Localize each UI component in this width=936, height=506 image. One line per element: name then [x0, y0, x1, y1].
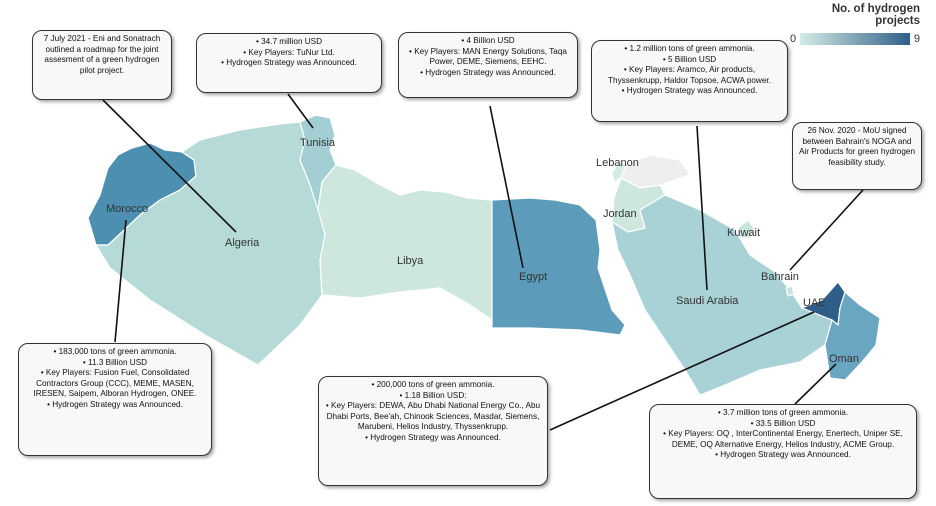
callout-saudi-line: • Hydrogen Strategy was Announced.: [621, 86, 758, 96]
callout-saudi-line: • Key Players: Aramco, Air products, Thyssenkrupp, Haldor Topsoe, ACWA power.: [608, 65, 771, 85]
label-kuwait: Kuwait: [727, 227, 761, 239]
callout-algeria: [32, 30, 172, 100]
legend-max: 9: [913, 33, 920, 45]
country-libya[interactable]: [318, 165, 492, 320]
label-saudi: Saudi Arabia: [676, 295, 739, 307]
callout-uae-line: • Key Players: DEWA, Abu Dhabi National Energy Co., Abu Dhabi Ports, Bee'ah, Chinook Sciences, Masdar, Siemens, Marubeni, Helios Industry, Thyssenkrupp.: [325, 401, 541, 432]
callout-egypt-line: • Hydrogen Strategy was Announced.: [420, 67, 556, 77]
label-jordan: Jordan: [603, 208, 637, 220]
label-egypt: Egypt: [519, 271, 548, 283]
callout-tunisia-line: • Hydrogen Strategy was Announced.: [221, 58, 357, 68]
label-bahrain: Bahrain: [761, 271, 799, 283]
callout-morocco: [18, 343, 212, 456]
callout-uae-line: • 200,000 tons of green ammonia.: [371, 380, 495, 389]
callout-tunisia-line: • 34.7 million USD: [255, 37, 323, 46]
callout-saudi-line: • 5 Billion USD: [662, 54, 717, 64]
callout-morocco-line: • 183,000 tons of green ammonia.: [53, 347, 177, 356]
leader-bahrain: [790, 190, 863, 270]
legend-color-ramp: [800, 33, 910, 45]
callout-uae-line: • Hydrogen Strategy was Announced.: [365, 432, 501, 442]
callout-oman-line: • Key Players: OQ , InterContinental Energy, Enertech, Uniper SE, DEME, OQ Alternative Energy, Helios Industry, ACME Group.: [663, 429, 903, 449]
callout-saudi: [591, 40, 788, 122]
country-bahrain[interactable]: [786, 286, 794, 296]
legend: [790, 3, 920, 45]
callout-egypt-line: • 4 Billion USD: [461, 36, 515, 45]
callout-saudi-line: • 1.2 million tons of green ammonia.: [624, 44, 755, 53]
callout-oman-line: • 3.7 million tons of green ammonia.: [717, 408, 849, 417]
label-lebanon: Lebanon: [596, 157, 639, 169]
callout-oman: [649, 404, 917, 499]
leader-oman: [795, 364, 836, 404]
callout-egypt-line: • Key Players: MAN Energy Solutions, Taqa Power, DEME, Siemens, EEHC.: [409, 46, 567, 67]
label-algeria: Algeria: [225, 237, 260, 249]
callout-oman-line: • 33.5 Billion USD: [750, 418, 816, 428]
callout-morocco-line: • Key Players: Fusion Fuel, Consolidated Contractors Group (CCC), MEME, MASEN, IRESEN, Saipem, Alboran Hydrogen, ONEE.: [33, 368, 197, 399]
callout-tunisia-line: • Key Players: TuNur Ltd.: [243, 47, 335, 57]
callout-morocco-line: • Hydrogen Strategy was Announced.: [47, 399, 183, 409]
callout-tunisia: [196, 33, 382, 93]
callout-uae-line: • 1.18 Billion USD:: [399, 390, 467, 400]
callout-uae: [318, 376, 548, 486]
label-tunisia: Tunisia: [300, 137, 336, 149]
label-libya: Libya: [397, 255, 424, 267]
callout-algeria-line: 7 July 2021 - Eni and Sonatrach outlined a roadmap for the joint assesment of a green hydrogen pilot project.: [43, 34, 161, 75]
callout-bahrain-line: 26 Nov. 2020 - MoU signed between Bahrain's NOGA and Air Products for green hydrogen feasibility study.: [798, 126, 916, 167]
label-uae: UAE: [803, 297, 826, 309]
label-morocco: Morocco: [106, 203, 149, 215]
callout-bahrain: [792, 122, 922, 190]
callout-morocco-line: • 11.3 Billion USD: [82, 357, 148, 367]
label-oman: Oman: [829, 353, 859, 365]
legend-min: 0: [790, 33, 797, 45]
callout-egypt: [398, 32, 578, 98]
callout-oman-line: • Hydrogen Strategy was Announced.: [715, 450, 851, 460]
legend-title: No. of hydrogen projects: [831, 3, 920, 27]
